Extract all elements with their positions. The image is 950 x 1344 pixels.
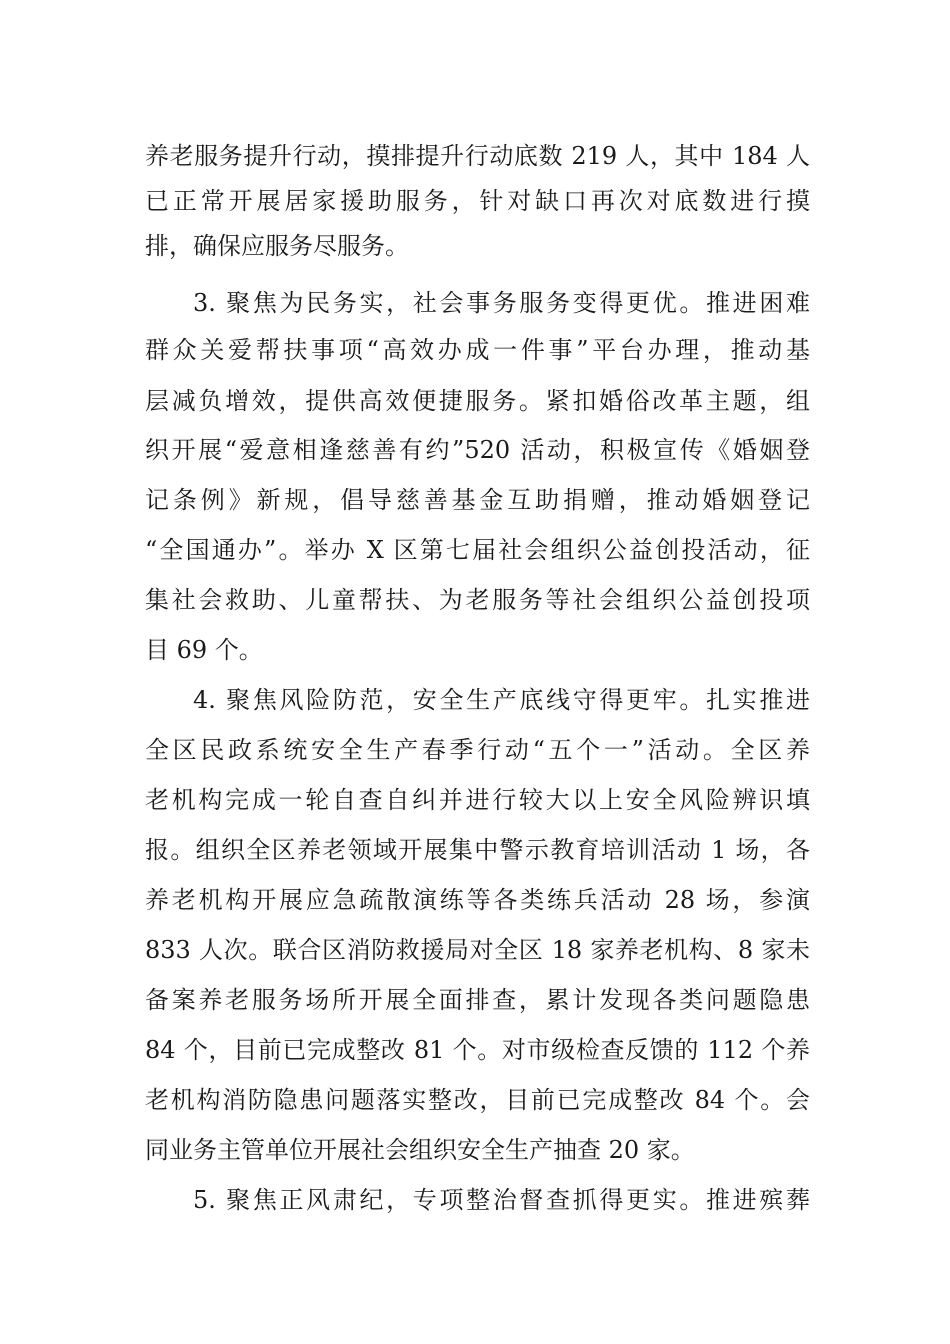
- paragraph-line: “全国通办”。举办 X 区第七届社会组织公益创投活动，征: [145, 536, 810, 564]
- paragraph-line: 已正常开展居家援助服务，针对缺口再次对底数进行摸: [145, 187, 810, 215]
- paragraph-line: 织开展“爱意相逢慈善有约”520 活动，积极宣传《婚姻登: [145, 436, 810, 464]
- paragraph-line: 老机构完成一轮自查自纠并进行较大以上安全风险辨识填: [145, 786, 810, 814]
- paragraph-line: 目 69 个。: [145, 636, 263, 664]
- paragraph-line: 报。组织全区养老领域开展集中警示教育培训活动 1 场，各: [145, 836, 810, 864]
- paragraph-line: 群众关爱帮扶事项“高效办成一件事”平台办理，推动基: [145, 336, 810, 364]
- paragraph-line: 集社会救助、儿童帮扶、为老服务等社会组织公益创投项: [145, 586, 810, 614]
- paragraph-line: 84 个，目前已完成整改 81 个。对市级检查反馈的 112 个养: [145, 1036, 810, 1064]
- paragraph-line: 833 人次。联合区消防救援局对全区 18 家养老机构、8 家未: [145, 936, 810, 964]
- paragraph-line: 记条例》新规，倡导慈善基金互助捐赠，推动婚姻登记: [145, 486, 810, 514]
- paragraph-line: 3. 聚焦为民务实，社会事务服务变得更优。推进困难: [193, 289, 810, 317]
- paragraph-line: 备案养老服务场所开展全面排查，累计发现各类问题隐患: [145, 986, 810, 1014]
- paragraph-line: 排，确保应服务尽服务。: [145, 232, 409, 260]
- paragraph-line: 同业务主管单位开展社会组织安全生产抽查 20 家。: [145, 1136, 695, 1164]
- paragraph-line: 4. 聚焦风险防范，安全生产底线守得更牢。扎实推进: [193, 686, 810, 714]
- paragraph-line: 5. 聚焦正风肃纪，专项整治督查抓得更实。推进殡葬: [193, 1186, 810, 1214]
- paragraph-line: 养老服务提升行动，摸排提升行动底数 219 人，其中 184 人: [145, 142, 810, 170]
- paragraph-line: 养老机构开展应急疏散演练等各类练兵活动 28 场，参演: [145, 886, 810, 914]
- paragraph-line: 全区民政系统安全生产春季行动“五个一”活动。全区养: [145, 736, 810, 764]
- paragraph-line: 层减负增效，提供高效便捷服务。紧扣婚俗改革主题，组: [145, 387, 810, 415]
- paragraph-line: 老机构消防隐患问题落实整改，目前已完成整改 84 个。会: [145, 1086, 810, 1114]
